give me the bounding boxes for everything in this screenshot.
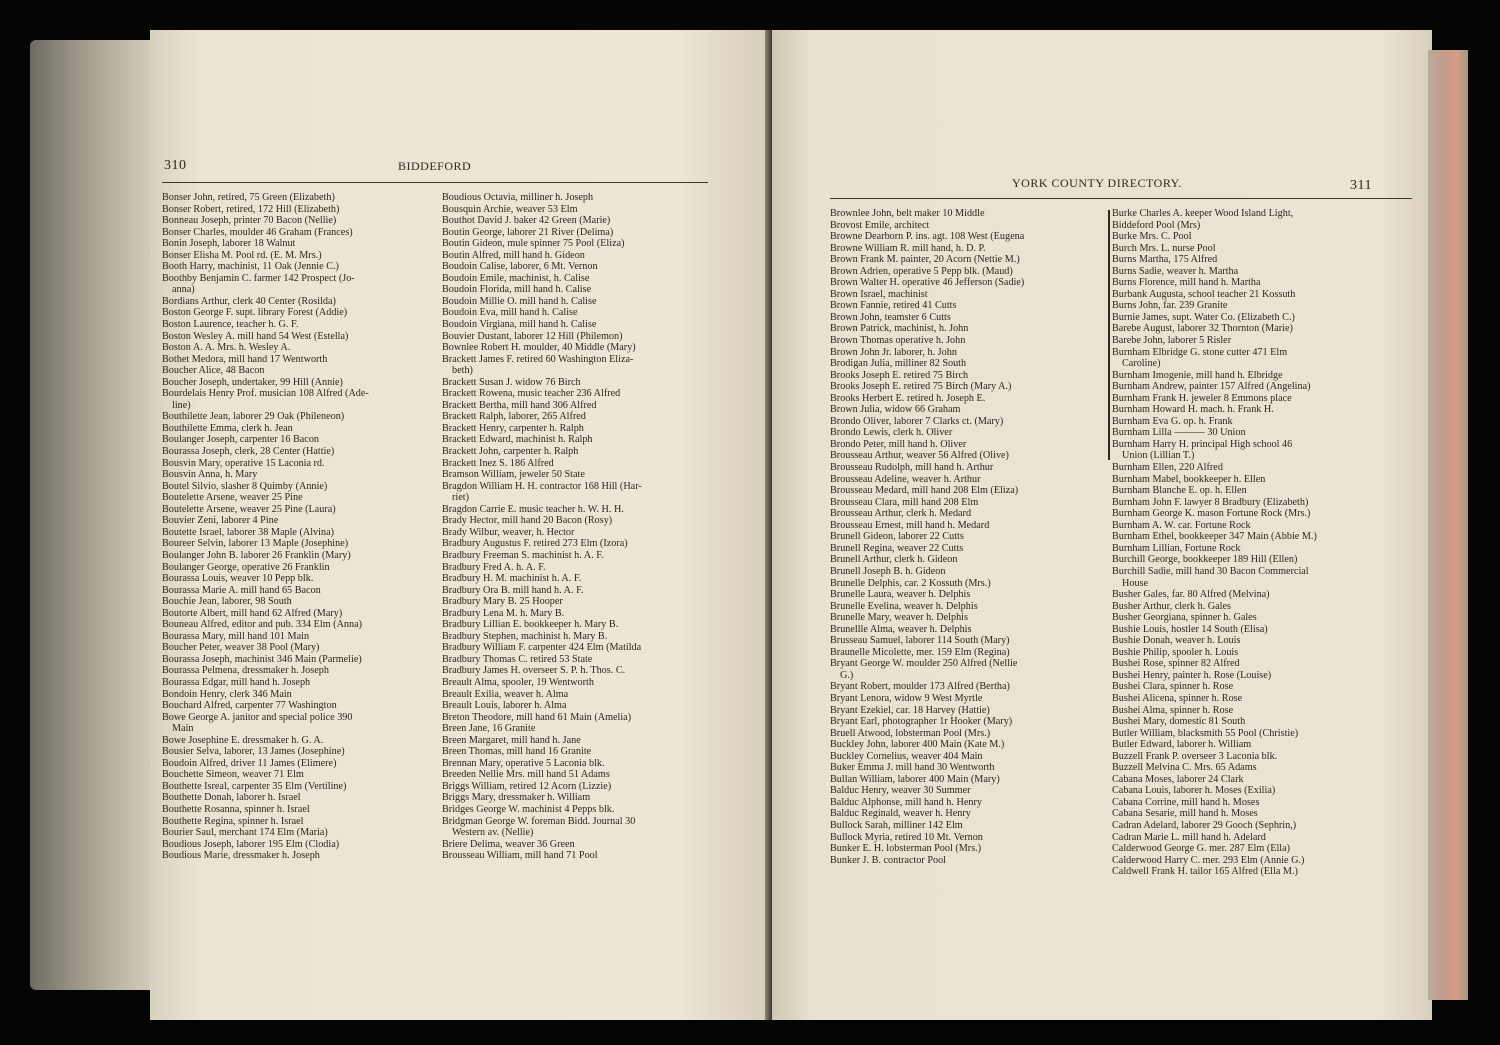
directory-entry-line: Bradbury H. M. machinist h. A. F.: [442, 573, 582, 585]
directory-entry-line: Bradbury Thomas C. retired 53 State: [442, 653, 593, 665]
directory-entry-line: Bruell Atwood, lobsterman Pool (Mrs.): [830, 727, 991, 739]
directory-entry-line: Bouvier Zeni, laborer 4 Pine: [162, 515, 279, 527]
directory-entry-line: Bradbury Augustus F. retired 273 Elm (Izora): [442, 538, 628, 550]
directory-entry-line: Brown Frank M. painter, 20 Acorn (Nettie M.): [830, 254, 1020, 266]
directory-entry-line: Bunker J. B. contractor Pool: [830, 854, 947, 866]
right-column-2: [1112, 208, 1402, 878]
directory-entry-line: Balduc Alphonse, mill hand h. Henry: [830, 796, 982, 808]
directory-entry-line: Briggs Mary, dressmaker h. William: [442, 792, 591, 804]
directory-entry-line: Boudoin Emile, machinist, h. Calise: [442, 272, 590, 284]
directory-entry-line: Bonser Charles, moulder 46 Graham (Frances): [162, 226, 353, 238]
column-divider-right: [1108, 210, 1110, 460]
book: [30, 30, 1470, 1020]
right-column-1: [830, 208, 1108, 866]
directory-entry-line: Balduc Henry, weaver 30 Summer: [830, 785, 971, 797]
directory-entry-line: Boston George F. supt. library Forest (Addie): [162, 307, 348, 319]
directory-entry-line: Briggs William, retired 12 Acorn (Lizzie): [442, 780, 612, 792]
directory-entry-line: Bradbury James H. overseer S. P. h. Thos. C.: [442, 665, 626, 677]
directory-entry-line: Bonser Robert, retired, 172 Hill (Elizabeth): [162, 203, 340, 215]
directory-entry-line: Caldwell Frank H. tailor 165 Alfred (Ella M.): [1112, 866, 1298, 878]
directory-entry-line: Bonneau Joseph, printer 70 Bacon (Nellie): [162, 215, 337, 227]
directory-entry-line: Boulanger John B. laborer 26 Franklin (Mary): [162, 549, 351, 561]
directory-entry-line: Bothet Medora, mill hand 17 Wentworth: [162, 353, 328, 365]
directory-entry-line: Brooks Joseph E. retired 75 Birch: [830, 369, 969, 381]
directory-entry-line: Bramson William, jeweler 50 State: [442, 469, 585, 481]
directory-entry-line: Bonser Elisha M. Pool rd. (E. M. Mrs.): [162, 249, 322, 261]
directory-entry-line: Burnham Howard H. mach. h. Frank H.: [1112, 404, 1274, 416]
directory-entry-line: Boutin Gideon, mule spinner 75 Pool (Eliza): [442, 238, 625, 250]
directory-entry-line: Brackett Inez S. 186 Alfred: [442, 457, 554, 469]
directory-entry-line: Bonser John, retired, 75 Green (Elizabeth): [162, 192, 335, 203]
directory-entry-line: Brown Fannie, retired 41 Cutts: [830, 300, 957, 312]
directory-entry-line: Bouvier Dustant, laborer 12 Hill (Philemon): [442, 330, 623, 342]
directory-entry-line: Brackett Edward, machinist h. Ralph: [442, 434, 593, 446]
directory-entry-line: Bradbury Freeman S. machinist h. A. F.: [442, 549, 604, 561]
directory-entry-line: Bourdelais Henry Prof. musician 108 Alfred (Ade-: [162, 388, 369, 400]
directory-entry-line: Bouneau Alfred, editor and pub. 334 Elm (Anna): [162, 619, 363, 631]
directory-entry-line: Burbank Augusta, school teacher 21 Kossuth: [1112, 288, 1296, 300]
directory-entry-line: Cabana Louis, laborer h. Moses (Exilia): [1112, 785, 1276, 797]
directory-entry-line: Burnham Harry H. principal High school 46: [1112, 438, 1293, 450]
header-rule-right: [830, 198, 1412, 199]
directory-entry-line: Brown Thomas operative h. John: [830, 335, 966, 347]
directory-entry-line: Brackett Bertha, mill hand 306 Alfred: [442, 399, 597, 411]
directory-entry-line: Main: [172, 723, 194, 735]
directory-entry-line: Bondoin Henry, clerk 346 Main: [162, 688, 292, 700]
directory-entry-line: Burns Florence, mill hand h. Martha: [1112, 277, 1261, 289]
directory-entry-line: Bullock Sarah, milliner 142 Elm: [830, 819, 963, 831]
directory-entry-line: Bousvin Anna, h. Mary: [162, 469, 258, 481]
directory-entry-line: Brownlee John, belt maker 10 Middle: [830, 208, 985, 219]
directory-entry-line: Breen Margaret, mill hand h. Jane: [442, 734, 581, 746]
directory-entry-line: Bordians Arthur, clerk 40 Center (Rosilda): [162, 295, 336, 307]
directory-entry-line: Breen Thomas, mill hand 16 Granite: [442, 746, 592, 758]
directory-entry-line: Bourassa Joseph, clerk, 28 Center (Hattie): [162, 446, 335, 458]
directory-entry-line: Bouthot David J. baker 42 Green (Marie): [442, 215, 611, 227]
running-head-left: BIDDEFORD: [398, 159, 472, 173]
directory-entry-line: Bonin Joseph, laborer 18 Walnut: [162, 238, 296, 250]
directory-entry-line: Bownlee Robert H. moulder, 40 Middle (Mary): [442, 342, 636, 354]
directory-entry-line: Brady Wilbur, weaver, h. Hector: [442, 526, 575, 538]
left-column-1: [162, 192, 434, 862]
directory-entry-line: Bragdon William H. H. contractor 168 Hill (Har-: [442, 480, 642, 492]
directory-entry-line: Bradbury Fred A. h. A. F.: [442, 561, 546, 573]
directory-entry-line: Bouchette Simeon, weaver 71 Elm: [162, 769, 304, 781]
directory-entry-line: Boureer Selvin, laborer 13 Maple (Josephine): [162, 538, 349, 550]
directory-entry-line: House: [1122, 577, 1149, 589]
directory-entry-line: Burnham George K. mason Fortune Rock (Mrs.): [1112, 508, 1311, 520]
directory-entry-line: Bushie Donah, weaver h. Louis: [1112, 635, 1241, 647]
directory-entry-line: Bushie Louis, hostler 14 South (Elisa): [1112, 623, 1268, 635]
directory-entry-line: Brunellle Alma, weaver h. Delphis: [830, 623, 972, 635]
directory-entry-line: Brunell Joseph B. h. Gideon: [830, 565, 946, 577]
directory-entry-line: Bouthette Donah, laborer h. Israel: [162, 792, 301, 804]
directory-entry-line: Bullock Myria, retired 10 Mt. Vernon: [830, 831, 983, 843]
directory-entry-line: Burnham Eva G. op. h. Frank: [1112, 415, 1233, 427]
directory-entry-line: Bourassa Pelmena, dressmaker h. Joseph: [162, 665, 329, 677]
directory-entry-line: Western av. (Nellie): [452, 827, 534, 839]
directory-entry-line: Brooks Herbert E. retired h. Joseph E.: [830, 392, 986, 404]
directory-entry-line: Brusseau Samuel, laborer 114 South (Mary): [830, 635, 1010, 647]
directory-entry-line: Burchill George, bookkeeper 189 Hill (Ellen): [1112, 554, 1298, 566]
directory-entry-line: Boutorte Albert, mill hand 62 Alfred (Mary): [162, 607, 343, 619]
directory-entry-line: Brunell Regina, weaver 22 Cutts: [830, 542, 964, 554]
directory-entry-line: Bowe Josephine E. dressmaker h. G. A.: [162, 734, 324, 746]
directory-entry-line: Bushei Rose, spinner 82 Alfred: [1112, 658, 1240, 670]
directory-entry-line: Brunell Gideon, laborer 22 Cutts: [830, 531, 964, 543]
directory-entry-line: Boudoin Florida, mill hand h. Calise: [442, 284, 592, 296]
directory-entry-line: Burchill Sadie, mill hand 30 Bacon Commercial: [1112, 565, 1309, 577]
directory-entry-line: Bouchard Alfred, carpenter 77 Washington: [162, 700, 337, 712]
directory-entry-line: Bullan William, laborer 400 Main (Mary): [830, 773, 1000, 785]
directory-entry-line: Bushei Alicena, spinner h. Rose: [1112, 692, 1243, 704]
directory-entry-line: Bryant Robert, moulder 173 Alfred (Bertha): [830, 681, 1010, 693]
directory-entry-line: Burnham John F. lawyer 8 Bradbury (Elizabeth): [1112, 496, 1309, 508]
directory-entry-line: Boston A. A. Mrs. h. Wesley A.: [162, 342, 291, 354]
directory-entry-line: Brown John Jr. laborer, h. John: [830, 346, 957, 358]
directory-entry-line: Boutel Silvio, slasher 8 Quimby (Annie): [162, 480, 328, 492]
directory-entry-line: Brondo Oliver, laborer 7 Clarks ct. (Mary): [830, 415, 1004, 427]
directory-entry-line: Bourier Saul, merchant 174 Elm (Maria): [162, 827, 328, 839]
directory-entry-line: Brousseau Ernest, mill hand h. Medard: [830, 519, 990, 531]
directory-entry-line: Boutelette Arsene, weaver 25 Pine (Laura): [162, 503, 336, 515]
directory-entry-line: Browne Dearborn P. ins. agt. 108 West (Eugena: [830, 231, 1025, 243]
directory-entry-line: Brondo Lewis, clerk h. Oliver: [830, 427, 953, 439]
directory-entry-line: Brousseau Arthur, weaver 56 Alfred (Olive): [830, 450, 1009, 462]
directory-entry-line: Bradbury Lillian E. bookkeeper h. Mary B.: [442, 619, 619, 631]
directory-entry-line: Brown Patrick, machinist, h. John: [830, 323, 969, 335]
directory-entry-line: Boucher Alice, 48 Bacon: [162, 365, 265, 377]
page-number-right: 311: [1350, 178, 1372, 193]
directory-entry-line: Cadran Marie L. mill hand h. Adelard: [1112, 831, 1266, 843]
directory-entry-line: Brunell Arthur, clerk h. Gideon: [830, 554, 958, 566]
directory-entry-line: Brunelle Mary, weaver h. Delphis: [830, 612, 968, 624]
directory-entry-line: Bradbury Stephen, machinist h. Mary B.: [442, 630, 608, 642]
directory-entry-line: Briere Delima, weaver 36 Green: [442, 838, 575, 850]
directory-entry-line: Boudoin Alfred, driver 11 James (Elimere): [162, 757, 337, 769]
directory-entry-line: Bryant George W. moulder 250 Alfred (Nellie: [830, 658, 1018, 670]
directory-entry-line: Union (Lillian T.): [1122, 450, 1195, 462]
directory-entry-line: Brousseau Adeline, weaver h. Arthur: [830, 473, 981, 485]
directory-entry-line: Breault Alma, spooler, 19 Wentworth: [442, 676, 594, 688]
directory-entry-line: Breton Theodore, mill hand 61 Main (Amelia): [442, 711, 632, 723]
directory-entry-line: Boston Wesley A. mill hand 54 West (Estella): [162, 330, 349, 342]
directory-entry-line: Boudious Marie, dressmaker h. Joseph: [162, 850, 320, 862]
directory-entry-line: Bradbury Mary B. 25 Hooper: [442, 596, 563, 608]
directory-entry-line: Burnham Imogenie, mill hand h. Elbridge: [1112, 369, 1283, 381]
directory-entry-line: Buker Emma J. mill hand 30 Wentworth: [830, 762, 995, 774]
directory-entry-line: Burnham Andrew, painter 157 Alfred (Angelina): [1112, 381, 1311, 393]
directory-entry-line: Boucher Peter, weaver 38 Pool (Mary): [162, 642, 320, 654]
directory-entry-line: Bowe George A. janitor and special police 390: [162, 711, 353, 723]
directory-entry-line: Brodigan Julia, milliner 82 South: [830, 358, 967, 370]
left-column-2: [442, 192, 712, 862]
directory-entry-line: Bunker E. H. lobsterman Pool (Mrs.): [830, 843, 982, 855]
directory-entry-line: Boudoin Eva, mill hand h. Calise: [442, 307, 578, 319]
directory-entry-line: Boudoin Millie O. mill hand h. Calise: [442, 295, 597, 307]
directory-entry-line: Braunelle Micolette, mer. 159 Elm (Regina): [830, 646, 1010, 658]
directory-entry-line: beth): [452, 365, 473, 377]
directory-entry-line: Bridges George W. machinist 4 Pepps blk.: [442, 803, 615, 815]
directory-entry-line: Boudoin Calise, laborer, 6 Mt. Vernon: [442, 261, 598, 273]
directory-entry-line: Bouthette Isreal, carpenter 35 Elm (Vertiline): [162, 780, 347, 792]
directory-entry-line: Bushei Mary, domestic 81 South: [1112, 716, 1246, 728]
directory-entry-line: Cabana Sesarie, mill hand h. Moses: [1112, 808, 1258, 820]
directory-entry-line: riet): [452, 492, 469, 504]
directory-entry-line: Bousier Selva, laborer, 13 James (Josephine): [162, 746, 345, 758]
directory-entry-line: Brunelle Delphis, car. 2 Kossuth (Mrs.): [830, 577, 991, 589]
directory-entry-line: Buckley Cornelius, weaver 404 Main: [830, 750, 983, 762]
directory-entry-line: Boulanger Joseph, carpenter 16 Bacon: [162, 434, 320, 446]
directory-entry-line: Boucher Joseph, undertaker, 99 Hill (Annie): [162, 376, 343, 388]
directory-entry-line: Bragdon Carrie E. music teacher h. W. H. H.: [442, 503, 624, 515]
directory-entry-line: Boutette Israel, laborer 38 Maple (Alvina): [162, 526, 334, 538]
directory-entry-line: Bradbury William F. carpenter 424 Elm (Matilda: [442, 642, 642, 654]
directory-entry-line: Bryant Lenora, widow 9 West Myrtle: [830, 692, 983, 704]
directory-entry-line: Boutin Alfred, mill hand h. Gideon: [442, 249, 585, 261]
directory-entry-line: Bouthilette Emma, clerk h. Jean: [162, 422, 293, 434]
directory-entry-line: anna): [172, 284, 195, 296]
directory-entry-line: Bourassa Mary, mill hand 101 Main: [162, 630, 310, 642]
directory-entry-line: Bourassa Marie A. mill hand 65 Bacon: [162, 584, 321, 596]
directory-entry-line: Buzzell Melvina C. Mrs. 65 Adams: [1112, 762, 1257, 774]
directory-entry-line: Burnham Frank H. jeweler 8 Emmons place: [1112, 392, 1292, 404]
directory-entry-line: Burnham Blanche E. op. h. Ellen: [1112, 485, 1247, 497]
directory-entry-line: Barebe August, laborer 32 Thornton (Marie): [1112, 323, 1293, 335]
directory-entry-line: Bourassa Louis, weaver 10 Pepp blk.: [162, 573, 314, 585]
directory-entry-line: Burnham Lilla ——— 30 Union: [1112, 427, 1246, 439]
directory-entry-line: Bourassa Joseph, machinist 346 Main (Parmelie): [162, 653, 362, 665]
directory-entry-line: Bushei Alma, spinner h. Rose: [1112, 704, 1234, 716]
directory-entry-line: Cabana Moses, laborer 24 Clark: [1112, 773, 1244, 785]
directory-entry-line: Busher Georgiana, spinner h. Gales: [1112, 612, 1257, 624]
directory-entry-line: Burnham Lillian, Fortune Rock: [1112, 542, 1241, 554]
directory-entry-line: Booth Harry, machinist, 11 Oak (Jennie C.): [162, 261, 339, 273]
directory-entry-line: Brousseau Clara, mill hand 208 Elm: [830, 496, 979, 508]
directory-entry-line: Butler Edward, laborer h. William: [1112, 739, 1252, 751]
directory-entry-line: Burns John, far. 239 Granite: [1112, 300, 1228, 312]
directory-entry-line: Buzzell Frank P. overseer 3 Laconia blk.: [1112, 750, 1278, 762]
directory-entry-line: Barebe John, laborer 5 Risler: [1112, 335, 1232, 347]
directory-entry-line: Balduc Reginald, weaver h. Henry: [830, 808, 971, 820]
directory-entry-line: Brousseau Arthur, clerk h. Medard: [830, 508, 972, 520]
directory-entry-line: Burke Charles A. keeper Wood Island Light,: [1112, 208, 1294, 219]
directory-entry-line: Butler William, blacksmith 55 Pool (Christie): [1112, 727, 1299, 739]
directory-entry-line: Brovost Emile, architect: [830, 219, 930, 231]
directory-entry-line: Bouthette Regina, spinner h. Israel: [162, 815, 304, 827]
directory-entry-line: Burnham Ethel, bookkeeper 347 Main (Abbie M.): [1112, 531, 1317, 543]
directory-entry-line: Brooks Joseph E. retired 75 Birch (Mary A.): [830, 381, 1012, 393]
directory-entry-line: Burns Sadie, weaver h. Martha: [1112, 265, 1239, 277]
directory-entry-line: Bushie Philip, spooler h. Louis: [1112, 646, 1239, 658]
directory-entry-line: Bourassa Edgar, mill hand h. Joseph: [162, 676, 311, 688]
left-page: [150, 30, 770, 1020]
directory-entry-line: Calderwood Harry C. mer. 293 Elm (Annie G.): [1112, 854, 1305, 866]
directory-entry-line: Boston Laurence, teacher h. G. F.: [162, 319, 299, 331]
directory-entry-line: Brackett Henry, carpenter h. Ralph: [442, 422, 584, 434]
directory-entry-line: Biddeford Pool (Mrs): [1112, 219, 1201, 231]
directory-entry-line: Bouchie Jean, laborer, 98 South: [162, 596, 292, 608]
directory-entry-line: Calderwood George G. mer. 287 Elm (Ella): [1112, 843, 1291, 855]
directory-entry-line: Cabana Corrine, mill hand h. Moses: [1112, 796, 1260, 808]
directory-entry-line: Brunelle Evelina, weaver h. Delphis: [830, 600, 978, 612]
directory-entry-line: Boothby Benjamin C. farmer 142 Prospect (Jo-: [162, 272, 355, 284]
directory-entry-line: Boudious Joseph, laborer 195 Elm (Clodia): [162, 838, 340, 850]
directory-entry-line: Bradbury Lena M. h. Mary B.: [442, 607, 565, 619]
directory-entry-line: Burnie James, supt. Water Co. (Elizabeth C.): [1112, 311, 1295, 323]
page-number-left: 310: [164, 158, 187, 173]
directory-entry-line: Boudious Octavia, milliner h. Joseph: [442, 192, 594, 203]
running-head-right: YORK COUNTY DIRECTORY.: [1012, 176, 1182, 190]
directory-entry-line: Boudoin Virgiana, mill hand h. Calise: [442, 319, 597, 331]
directory-entry-line: Bousquin Archie, weaver 53 Elm: [442, 203, 578, 215]
directory-entry-line: Breeden Nellie Mrs. mill hand 51 Adams: [442, 769, 610, 781]
directory-entry-line: Bousvin Mary, operative 15 Laconia rd.: [162, 457, 325, 469]
directory-entry-line: Bushei Clara, spinner h. Rose: [1112, 681, 1234, 693]
directory-entry-line: Brennan Mary, operative 5 Laconia blk.: [442, 757, 605, 769]
directory-entry-line: Brousseau William, mill hand 71 Pool: [442, 850, 598, 862]
directory-entry-line: Boutelette Arsene, weaver 25 Pine: [162, 492, 303, 504]
directory-entry-line: Burch Mrs. L. nurse Pool: [1112, 242, 1216, 254]
directory-entry-line: Brown Adrien, operative 5 Pepp blk. (Maud): [830, 265, 1013, 277]
directory-entry-line: Breen Jane, 16 Granite: [442, 723, 536, 735]
directory-entry-line: Busher Gales, far. 80 Alfred (Melvina): [1112, 589, 1270, 601]
directory-entry-line: Burnham Mabel, bookkeeper h. Ellen: [1112, 473, 1266, 485]
directory-entry-line: Burnham A. W. car. Fortune Rock: [1112, 519, 1251, 531]
directory-entry-line: Brackett Susan J. widow 76 Birch: [442, 376, 581, 388]
directory-entry-line: Brown John, teamster 6 Cutts: [830, 311, 951, 323]
directory-entry-line: Brackett John, carpenter h. Ralph: [442, 446, 579, 458]
directory-entry-line: Bryant Earl, photographer 1r Hooker (Mary): [830, 716, 1013, 728]
directory-entry-line: Bradbury Ora B. mill hand h. A. F.: [442, 584, 584, 596]
directory-entry-line: Burke Mrs. C. Pool: [1112, 231, 1192, 243]
directory-entry-line: G.): [840, 669, 854, 681]
directory-entry-line: Breault Louis, laborer h. Alma: [442, 700, 567, 712]
directory-entry-line: Cadran Adelard, laborer 29 Gooch (Sephrin,): [1112, 819, 1297, 831]
directory-entry-line: Brady Hector, mill hand 20 Bacon (Rosy): [442, 515, 613, 527]
page-edges-right: [1428, 50, 1468, 1000]
directory-entry-line: Browne William R. mill hand, h. D. P.: [830, 242, 986, 254]
directory-entry-line: line): [172, 399, 191, 411]
directory-entry-line: Brousseau Rudolph, mill hand h. Arthur: [830, 462, 994, 474]
directory-entry-line: Boulanger George, operative 26 Franklin: [162, 561, 330, 573]
directory-entry-line: Brown Walter H. operative 46 Jefferson (Sadie): [830, 277, 1025, 289]
directory-entry-line: Buckley John, laborer 400 Main (Kate M.): [830, 739, 1005, 751]
directory-entry-line: Breault Exilia, weaver h. Alma: [442, 688, 569, 700]
directory-entry-line: Brunelle Laura, weaver h. Delphis: [830, 589, 971, 601]
directory-entry-line: Brackett James F. retired 60 Washington Eliza-: [442, 353, 634, 365]
directory-entry-line: Brondo Peter, mill hand h. Oliver: [830, 438, 967, 450]
directory-entry-line: Burns Martha, 175 Alfred: [1112, 254, 1218, 266]
header-rule-left: [162, 182, 708, 183]
directory-entry-line: Bouthette Rosanna, spinner h. Israel: [162, 803, 310, 815]
directory-entry-line: Brown Julia, widow 66 Graham: [830, 404, 961, 416]
directory-entry-line: Brackett Rowena, music teacher 236 Alfred: [442, 388, 621, 400]
directory-entry-line: Burnham Ellen, 220 Alfred: [1112, 462, 1223, 474]
directory-entry-line: Bridgman George W. foreman Bidd. Journal 30: [442, 815, 636, 827]
directory-entry-line: Busher Arthur, clerk h. Gales: [1112, 600, 1231, 612]
right-page: [772, 30, 1432, 1020]
directory-entry-line: Caroline): [1122, 358, 1161, 370]
directory-entry-line: Brown Israel, machinist: [830, 288, 928, 300]
directory-entry-line: Boutin George, laborer 21 River (Delima): [442, 226, 614, 238]
directory-entry-line: Bouthilette Jean, laborer 29 Oak (Phileneon): [162, 411, 345, 423]
directory-entry-line: Bryant Ezekiel, car. 18 Harvey (Hattie): [830, 704, 990, 716]
directory-entry-line: Brousseau Medard, mill hand 208 Elm (Eliza): [830, 485, 1019, 497]
directory-entry-line: Burnham Elbridge G. stone cutter 471 Elm: [1112, 346, 1288, 358]
directory-entry-line: Brackett Ralph, laborer, 265 Alfred: [442, 411, 586, 423]
directory-entry-line: Bushei Henry, painter h. Rose (Louise): [1112, 669, 1272, 681]
